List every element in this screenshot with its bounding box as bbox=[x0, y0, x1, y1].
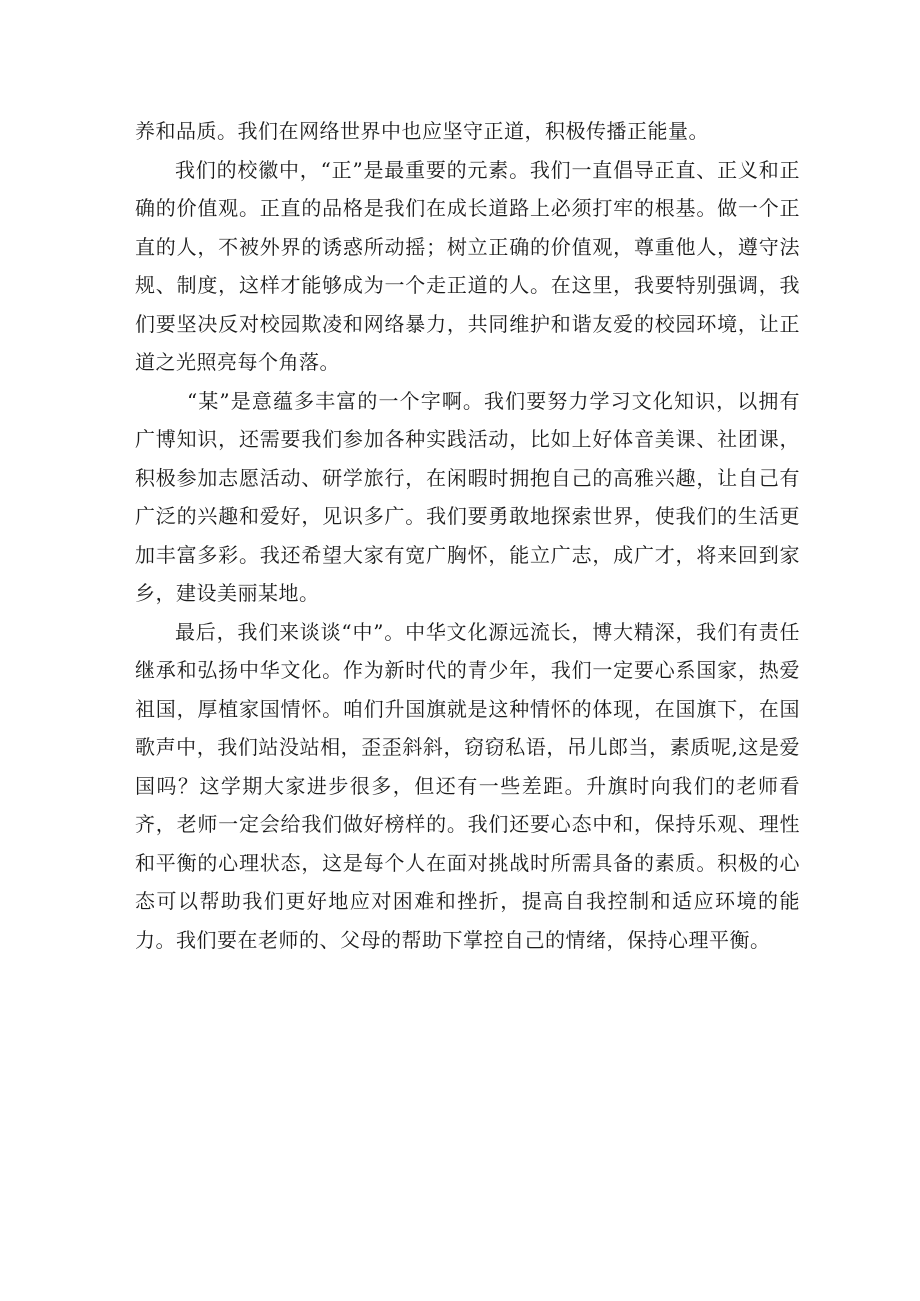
paragraph-zhong: 最后，我们来谈谈“中”。中华文化源远流长，博大精深，我们有责任继承和弘扬中华文化。作为新时代的青少年，我们一定要心系国家，热爱祖国，厚植家国情怀。咱们升国旗就是这种情怀的体现，在国旗下，在国歌声中，我们站没站相，歪歪斜斜，窃窃私语，吊儿郎当，素质呢,这是爱国吗？这学期大家进步很多，但还有一些差距。升旗时向我们的老师看齐，老师一定会给我们做好榜样的。我们还要心态中和，保持乐观、理性和平衡的心理状态，这是每个人在面对挑战时所需具备的素质。积极的心态可以帮助我们更好地应对困难和挫折，提高自我控制和适应环境的能力。我们要在老师的、父母的帮助下掌控自己的情绪，保持心理平衡。 bbox=[135, 619, 800, 952]
document-body bbox=[135, 112, 800, 959]
paragraph-zheng: 我们的校徽中，“正”是最重要的元素。我们一直倡导正直、正义和正确的价值观。正直的品格是我们在成长道路上必须打牢的根基。做一个正直的人，不被外界的诱惑所动摇；树立正确的价值观，尊重他人，遵守法规、制度，这样才能够成为一个走正道的人。在这里，我要特别强调，我们要坚决反对校园欺凌和网络暴力，共同维护和谐友爱的校园环境，让正道之光照亮每个角落。 bbox=[135, 157, 800, 374]
paragraph-continued: 养和品质。我们在网络世界中也应坚守正道，积极传播正能量。 bbox=[135, 119, 709, 143]
paragraph-mou: “某”是意蕴多丰富的一个字啊。我们要努力学习文化知识，以拥有广博知识，还需要我们参加各种实践活动，比如上好体音美课、社团课，积极参加志愿活动、研学旅行，在闲暇时拥抱自己的高雅兴趣，让自己有广泛的兴趣和爱好，见识多广。我们要勇敢地探索世界，使我们的生活更加丰富多彩。我还希望大家有宽广胸怀，能立广志，成广才，将来回到家乡，建设美丽某地。 bbox=[135, 388, 800, 605]
